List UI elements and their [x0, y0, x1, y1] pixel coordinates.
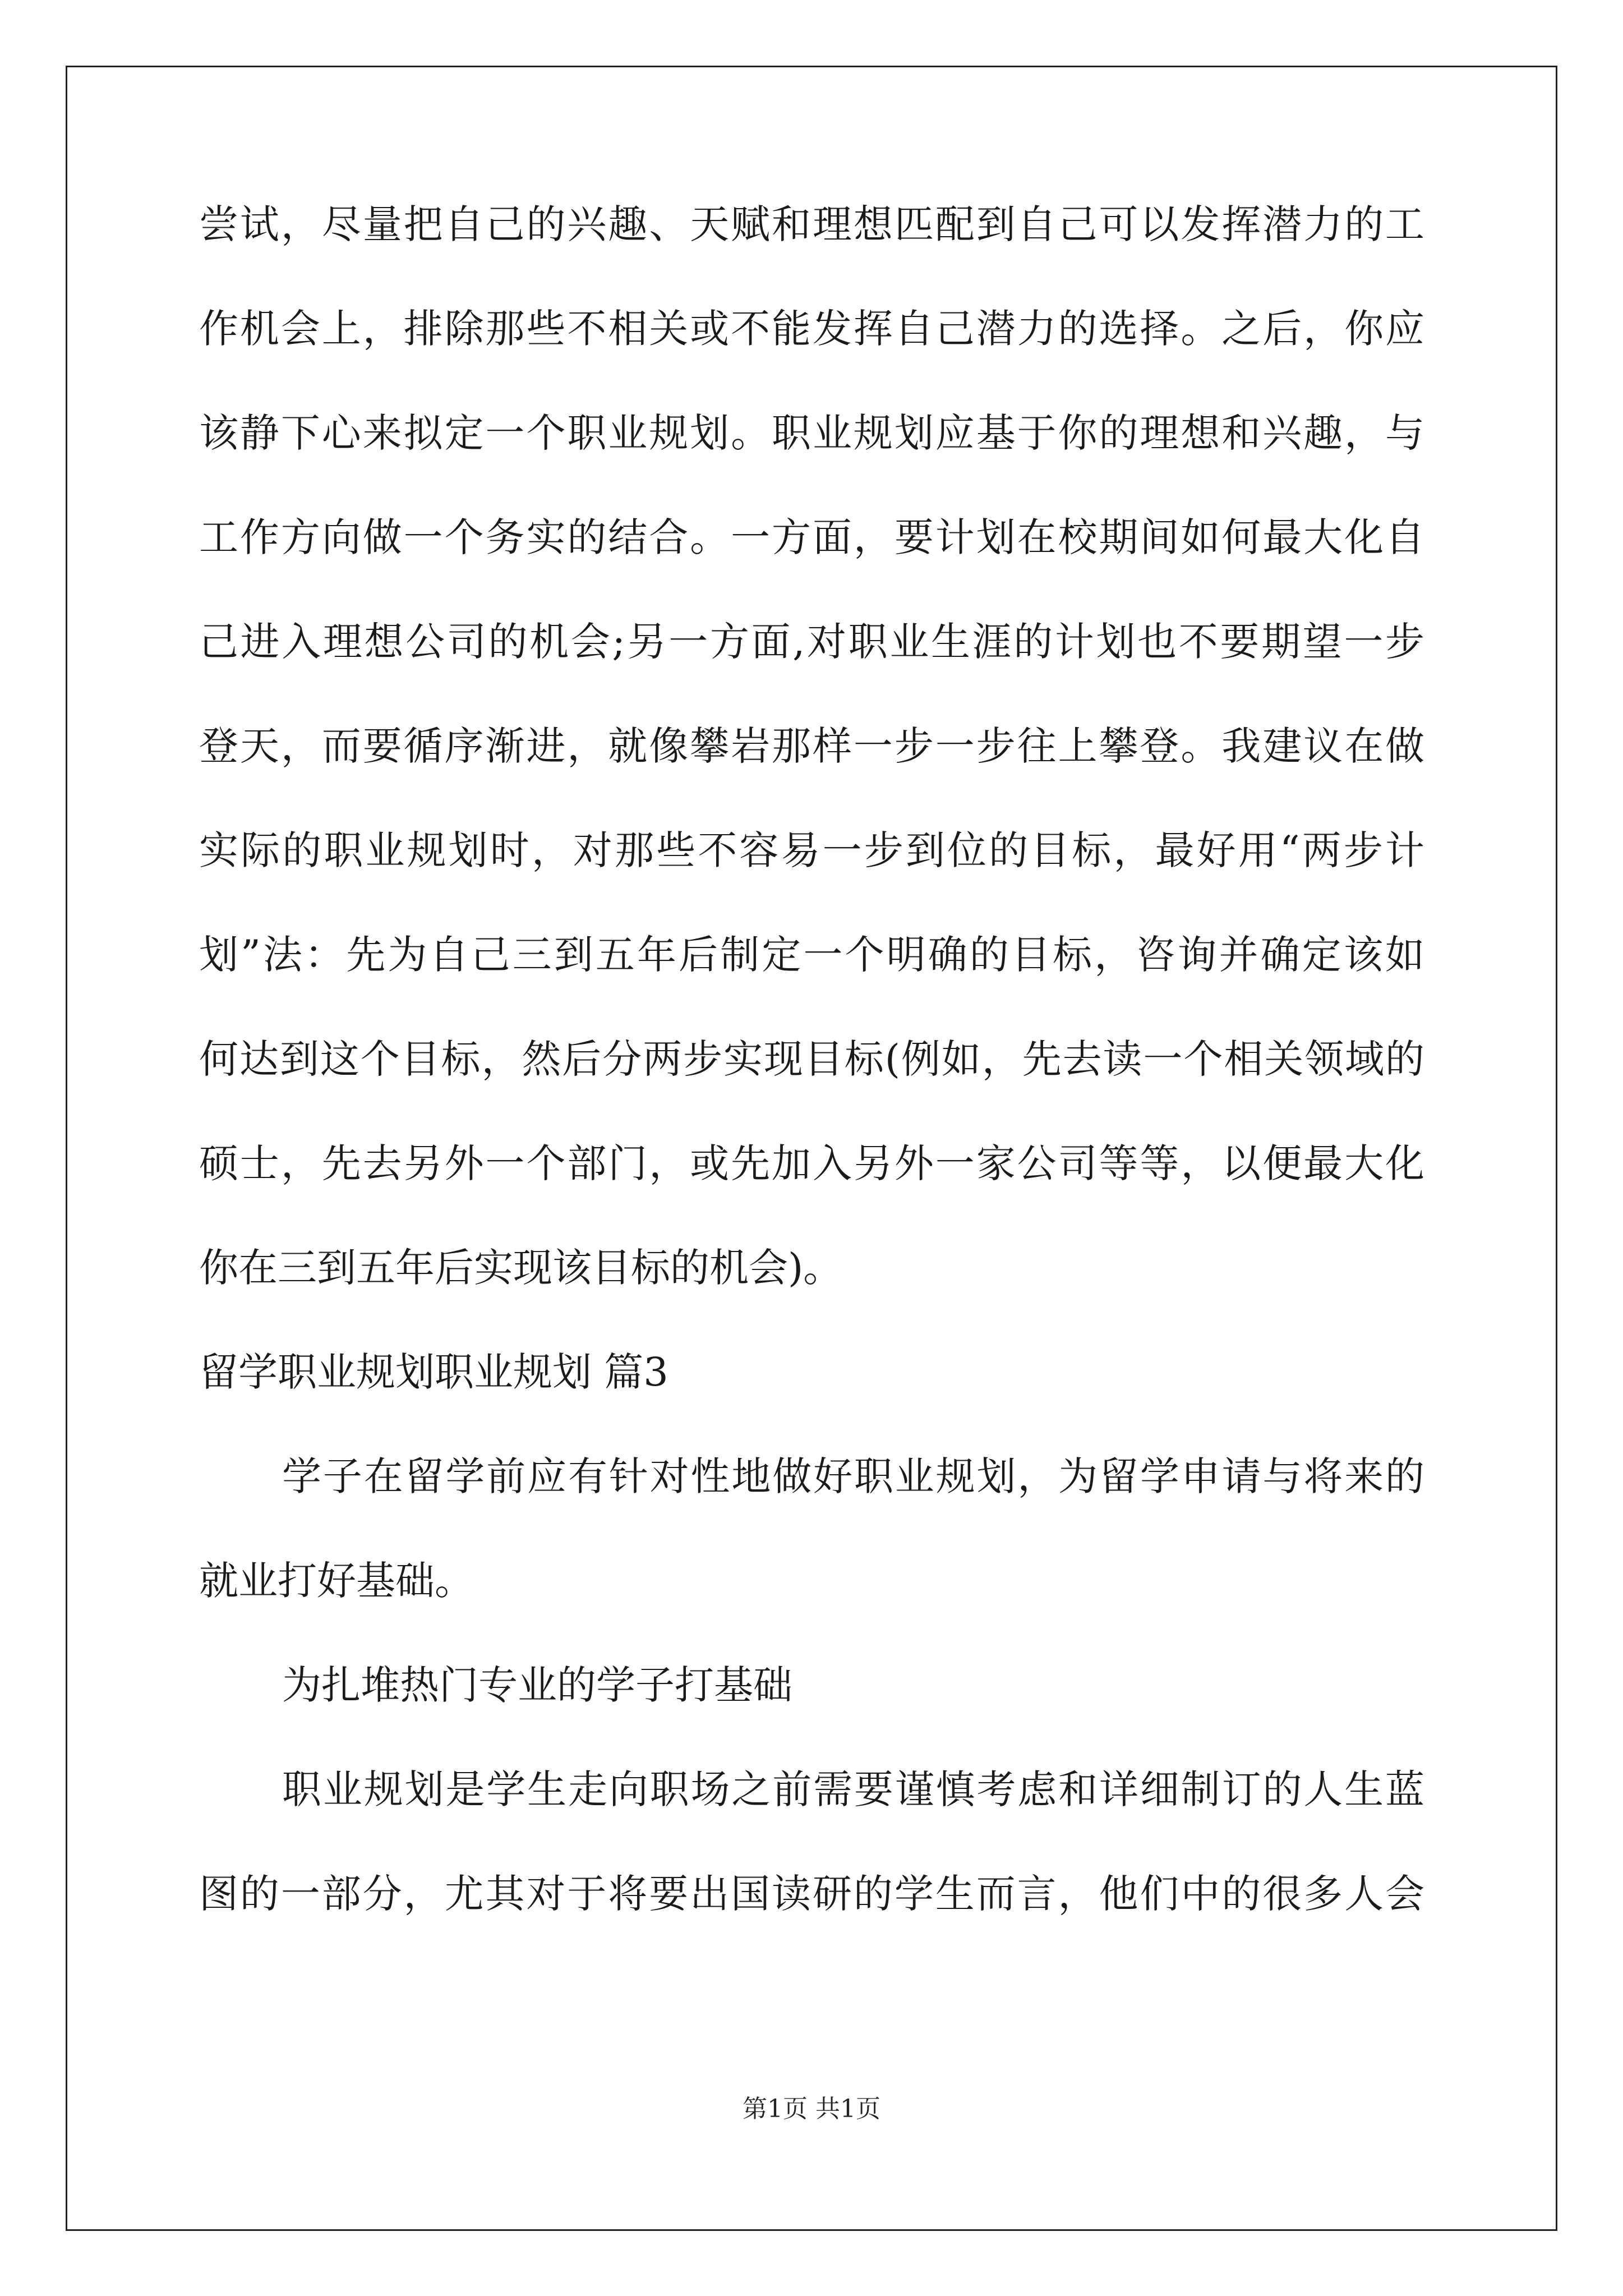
paragraph-line: 作机会上，排除那些不相关或不能发挥自己潜力的选择。之后，你应	[199, 306, 1424, 352]
paragraph-line: 学子在留学前应有针对性地做好职业规划，为留学申请与将来的	[282, 1453, 1424, 1499]
paragraph-line: 你在三到五年后实现该目标的机会)。	[199, 1245, 843, 1291]
paragraph-line: 该静下心来拟定一个职业规划。职业规划应基于你的理想和兴趣，与	[199, 410, 1424, 456]
paragraph-line: 硕士，先去另外一个部门，或先加入另外一家公司等等，以便最大化	[199, 1140, 1424, 1186]
paragraph-line: 就业打好基础。	[199, 1558, 474, 1604]
page-number-footer: 第1页 共1页	[743, 2095, 880, 2123]
paragraph-line: 尝试，尽量把自己的兴趣、天赋和理想匹配到自己可以发挥潜力的工	[199, 201, 1424, 247]
paragraph-line: 工作方向做一个务实的结合。一方面，要计划在校期间如何最大化自	[199, 514, 1424, 560]
paragraph-line: 图的一部分，尤其对于将要出国读研的学生而言，他们中的很多人会	[199, 1871, 1424, 1917]
document-body	[199, 197, 1424, 1971]
subheading: 为扎堆热门专业的学子打基础	[282, 1662, 792, 1708]
paragraph-line: 登天，而要循序渐进，就像攀岩那样一步一步往上攀登。我建议在做	[199, 723, 1424, 769]
section-heading: 留学职业规划职业规划 篇3	[199, 1349, 668, 1395]
paragraph-line: 职业规划是学生走向职场之前需要谨慎考虑和详细制订的人生蓝	[282, 1766, 1424, 1812]
paragraph-line: 己进入理想公司的机会;另一方面,对职业生涯的计划也不要期望一步	[199, 619, 1424, 665]
paragraph-line: 划”法：先为自己三到五年后制定一个明确的目标，咨询并确定该如	[199, 932, 1424, 978]
paragraph-line: 何达到这个目标，然后分两步实现目标(例如，先去读一个相关领域的	[199, 1036, 1424, 1082]
paragraph-line: 实际的职业规划时，对那些不容易一步到位的目标，最好用“两步计	[199, 827, 1424, 873]
